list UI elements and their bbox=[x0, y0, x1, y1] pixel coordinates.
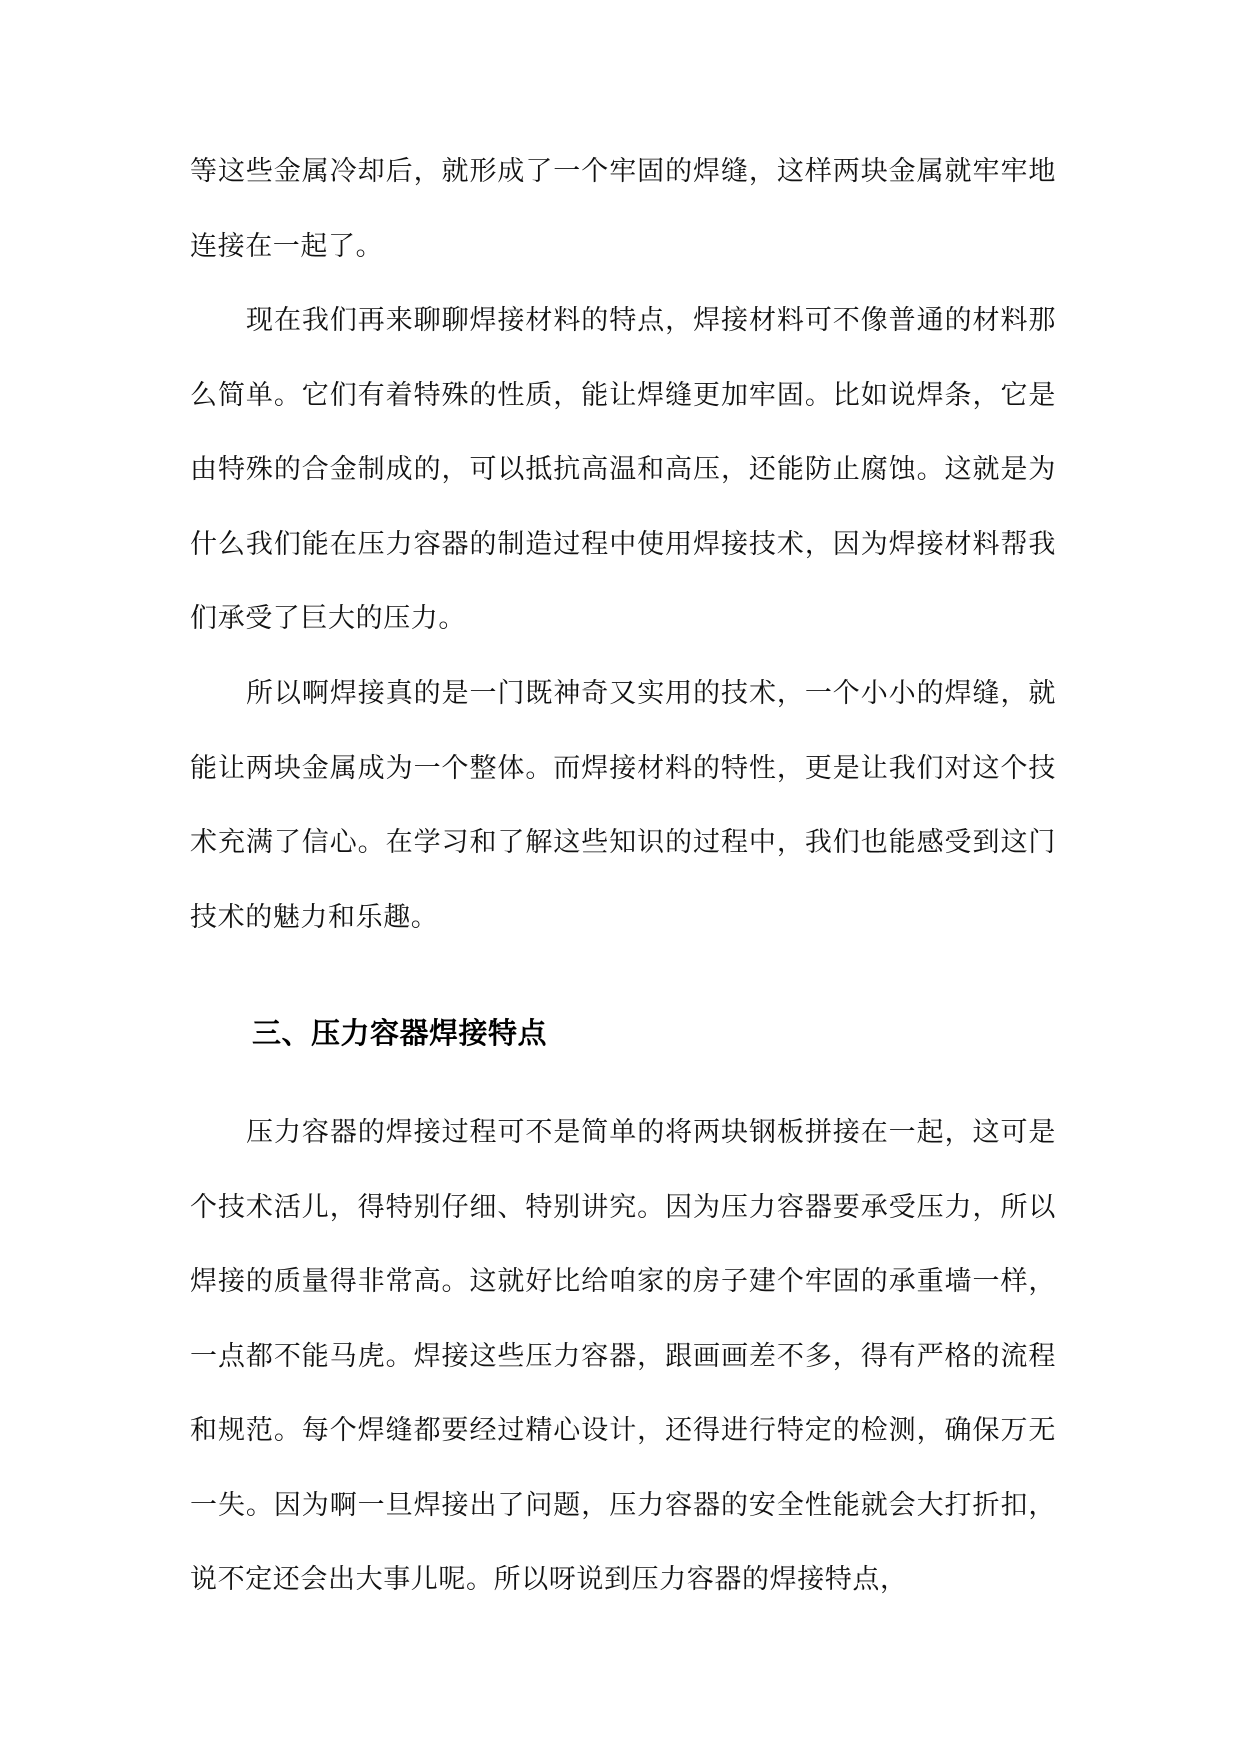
paragraph-pressure-vessel-welding: 压力容器的焊接过程可不是简单的将两块钢板拼接在一起，这可是个技术活儿，得特别仔细、特别讲究。因为压力容器要承受压力，所以焊接的质量得非常高。这就好比给咱家的房子建个牢固的承重墙一样，一点都不能马虎。焊接这些压力容器，跟画画差不多，得有严格的流程和规范。每个焊缝都要经过精心设计，还得进行特定的检测，确保万无一失。因为啊一旦焊接出了问题，压力容器的安全性能就会大打折扣，说不定还会出大事儿呢。所以呀说到压力容器的焊接特点， bbox=[190, 1117, 1056, 1595]
paragraph-welding-summary: 所以啊焊接真的是一门既神奇又实用的技术，一个小小的焊缝，就能让两块金属成为一个整体。而焊接材料的特性，更是让我们对这个技术充满了信心。在学习和了解这些知识的过程中，我们也能感受到这门技术的魅力和乐趣。 bbox=[190, 678, 1056, 933]
paragraph-continuation: 等这些金属冷却后，就形成了一个牢固的焊缝，这样两块金属就牢牢地连接在一起了。 bbox=[190, 156, 1056, 262]
paragraph-welding-materials: 现在我们再来聊聊焊接材料的特点，焊接材料可不像普通的材料那么简单。它们有着特殊的性质，能让焊缝更加牢固。比如说焊条，它是由特殊的合金制成的，可以抵抗高温和高压，还能防止腐蚀。这就是为什么我们能在压力容器的制造过程中使用焊接技术，因为焊接材料帮我们承受了巨大的压力。 bbox=[190, 305, 1056, 634]
section-heading: 三、压力容器焊接特点 bbox=[252, 1016, 548, 1050]
